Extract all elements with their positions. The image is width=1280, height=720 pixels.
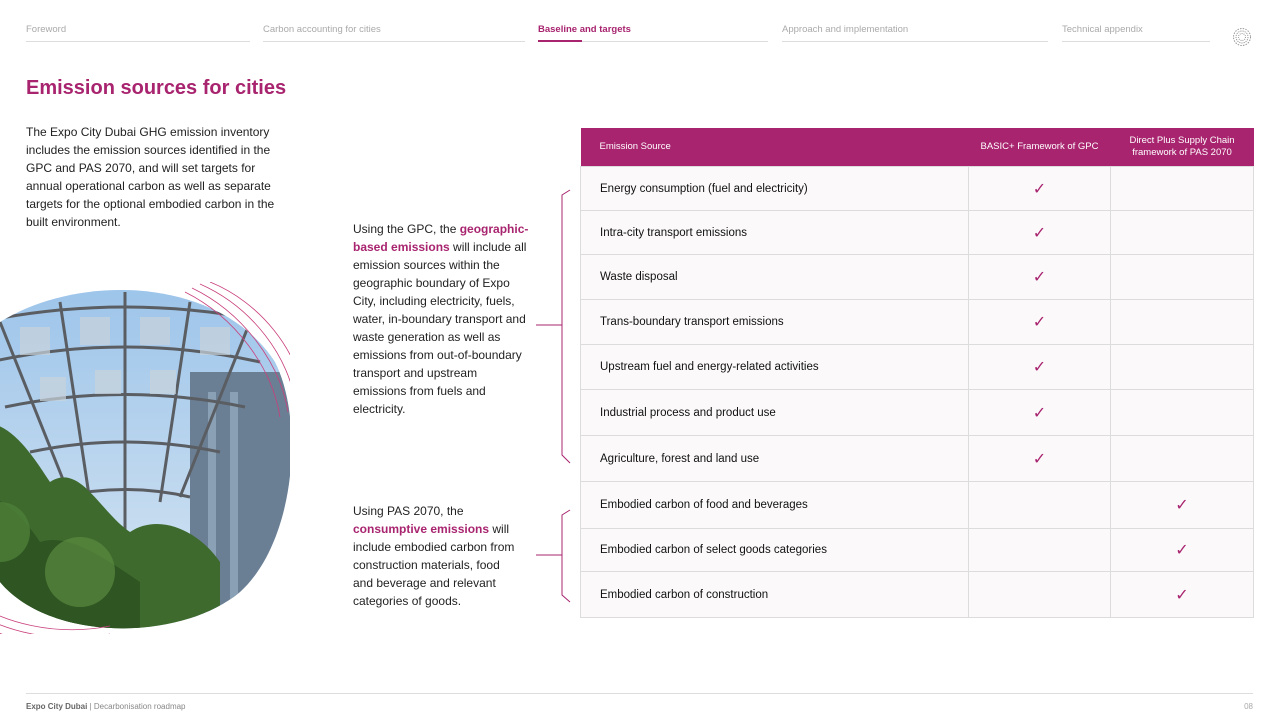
pas-text-prefix: Using PAS 2070, the [353, 504, 464, 518]
table-row [581, 167, 1254, 211]
nav-foreword[interactable]: Foreword [26, 24, 250, 42]
page-number: 08 [1244, 702, 1253, 711]
footer-divider [26, 693, 1253, 694]
nav-carbon-accounting[interactable]: Carbon accounting for cities [263, 24, 525, 42]
pas-empty-cell [1111, 167, 1254, 211]
pas-empty-cell [1111, 390, 1254, 436]
pas-empty-cell [1111, 255, 1254, 300]
table-row [581, 345, 1254, 390]
gpc-check-icon: ✓ [969, 345, 1111, 390]
gpc-check-icon: ✓ [969, 436, 1111, 482]
pas-paragraph [353, 502, 521, 610]
table-row [581, 436, 1254, 482]
emission-source-cell: Trans-boundary transport emissions [581, 300, 969, 345]
pas-empty-cell [1111, 345, 1254, 390]
pas-bracket [562, 510, 570, 602]
table-row [581, 255, 1254, 300]
gpc-check-icon: ✓ [969, 390, 1111, 436]
gpc-paragraph [353, 220, 533, 418]
footer-separator: | [89, 702, 92, 711]
nav-technical-appendix[interactable]: Technical appendix [1062, 24, 1210, 42]
table-row [581, 529, 1254, 572]
emission-source-cell: Energy consumption (fuel and electricity) [581, 167, 969, 211]
gpc-check-icon: ✓ [969, 167, 1111, 211]
table-header-row [581, 128, 1254, 167]
expo-city-logo-icon[interactable] [1232, 27, 1252, 47]
emission-sources-table [580, 128, 1254, 618]
nav-active-indicator [538, 40, 582, 42]
emission-source-cell: Embodied carbon of construction [581, 572, 969, 618]
pas-check-icon: ✓ [1111, 482, 1254, 529]
table-row [581, 482, 1254, 529]
emission-source-cell: Agriculture, forest and land use [581, 436, 969, 482]
pas-check-icon: ✓ [1111, 572, 1254, 618]
table-row [581, 572, 1254, 618]
table-row [581, 390, 1254, 436]
intro-text: The Expo City Dubai GHG emission inventory includes the emission sources identified in the GPC and PAS 2070, and will set targets for annual operational carbon as well as separate targets for the optional embodied carbon in the built environment. [26, 125, 275, 229]
gpc-text-prefix: Using the GPC, the [353, 222, 460, 236]
emission-source-cell: Waste disposal [581, 255, 969, 300]
gpc-text-suffix: will include all emission sources within the geographic boundary of Expo City, including electricity, fuels, water, in-boundary transport and waste generation as well as emissions from out-of-boundary transport and upstream emissions from fuels and electricity. [353, 240, 527, 416]
gpc-check-icon: ✓ [969, 211, 1111, 255]
footer-org: Expo City Dubai [26, 702, 88, 711]
gpc-highlight: geographic-based emissions [353, 222, 529, 254]
expo-canopy-photo [0, 282, 290, 634]
pas-empty-cell [1111, 211, 1254, 255]
table-row [581, 211, 1254, 255]
pas-empty-cell [1111, 436, 1254, 482]
footer-doc: Decarbonisation roadmap [93, 702, 186, 711]
table-row [581, 300, 1254, 345]
header-gpc: BASIC+ Framework of GPC [969, 128, 1111, 167]
emission-source-cell: Industrial process and product use [581, 390, 969, 436]
pas-text-suffix: will include embodied carbon from construction materials, food and beverage and relevant categories of goods. [353, 522, 515, 608]
pas-highlight: consumptive emissions [353, 522, 490, 536]
gpc-bracket [562, 190, 570, 463]
nav-approach-implementation[interactable]: Approach and implementation [782, 24, 1048, 42]
nav-baseline-targets[interactable]: Baseline and targets [538, 24, 768, 42]
header-pas: Direct Plus Supply Chain framework of PAS 2070 [1111, 128, 1254, 167]
group-brackets [536, 185, 576, 615]
page-title: Emission sources for cities [26, 77, 287, 99]
footer [26, 702, 186, 711]
emission-source-cell: Intra-city transport emissions [581, 211, 969, 255]
emission-source-cell: Upstream fuel and energy-related activities [581, 345, 969, 390]
emission-source-cell: Embodied carbon of select goods categories [581, 529, 969, 572]
emission-source-cell: Embodied carbon of food and beverages [581, 482, 969, 529]
gpc-check-icon: ✓ [969, 300, 1111, 345]
pas-check-icon: ✓ [1111, 529, 1254, 572]
gpc-empty-cell [969, 482, 1111, 529]
gpc-empty-cell [969, 529, 1111, 572]
pas-empty-cell [1111, 300, 1254, 345]
gpc-empty-cell [969, 572, 1111, 618]
gpc-check-icon: ✓ [969, 255, 1111, 300]
header-emission-source: Emission Source [581, 128, 969, 167]
